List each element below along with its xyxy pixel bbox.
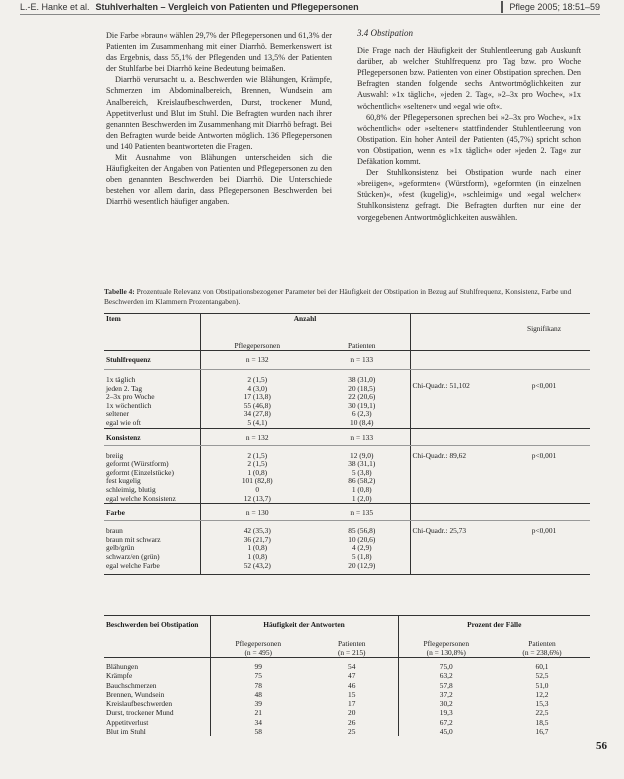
col-header-patient: Patienten — [314, 333, 410, 351]
p-pflege-values — [398, 658, 494, 737]
value-cell: 2 (1,5) — [247, 459, 268, 469]
value-cell: 34 (27,8) — [243, 409, 271, 419]
pflege-values — [200, 445, 314, 504]
value-cell: 55 (46,8) — [243, 400, 271, 410]
item-label: geformt (Einzelstücke) — [106, 467, 174, 477]
patient-values — [314, 370, 410, 429]
pflege-pct-n: (n = 130,8%) — [426, 648, 466, 657]
paragraph: Die Frage nach der Häufigkeit der Stuhlentleerung gab Auskunft darüber, ab welcher Stuhlfrequenz pro Tag bzw. pro Woche Pflegepersonen bzw. Patienten von einer Obstipation sprechen. Den Befragten standen folgende sechs Antwortmöglichkeiten zur Auswahl: »1x täglich«, »jeden 2. Tag«, »2–3x pro Woche«, »1x wöchentlich« »seltener« und »egal wie oft«. — [357, 46, 581, 111]
value-cell: 17 — [348, 699, 356, 709]
pflege-n: (n = 495) — [244, 648, 273, 657]
value-cell: 20 (12,9) — [348, 560, 376, 570]
patient-n: (n = 215) — [337, 648, 366, 657]
right-text-column — [357, 28, 581, 223]
item-label: Blut im Stuhl — [106, 727, 146, 737]
value-cell: 38 (31,1) — [348, 459, 376, 469]
item-label: schleimig, blutig — [106, 484, 156, 494]
group-n-pflege: n = 132 — [200, 428, 314, 445]
value-cell: 75,0 — [439, 662, 453, 671]
value-cell: 5 (4,1) — [247, 417, 268, 427]
patient-values — [314, 445, 410, 504]
value-cell: 4 (2,9) — [351, 543, 372, 553]
cell-empty — [410, 333, 498, 351]
value-cell: 52,5 — [535, 671, 549, 681]
table-obstipation-complaints — [104, 615, 590, 736]
pflege-pct-label: Pflegepersonen — [423, 639, 470, 648]
header-citation: Pflege 2005; 18:51–59 — [509, 2, 600, 12]
item-label: Blähungen — [106, 662, 139, 671]
cell-empty — [104, 333, 200, 351]
p-cell: p<0,001 — [498, 521, 590, 575]
value-cell: 6 (2,3) — [351, 409, 372, 419]
item-label: 1x täglich — [106, 375, 136, 384]
value-cell: 57,8 — [439, 680, 453, 690]
value-cell: 30,2 — [439, 699, 453, 709]
group-n-patient: n = 135 — [314, 504, 410, 521]
table-caption-label: Tabelle 4: — [104, 287, 135, 296]
value-cell: 15,3 — [535, 699, 549, 709]
col-header-anzahl: Anzahl — [200, 314, 410, 334]
test-cell: Chi-Quadr.: 25,73 — [410, 521, 498, 575]
paragraph: Diarrhö verursacht u. a. Beschwerden wie Blähungen, Krämpfe, Schmerzen im Abdominalbereich, Brennen, Wundsein am Analbereich, Kreislaufbeschwerden, Durst, trockener Mund, Appetitverlust und Blut im Stuhl. Die Befragten wurden nach ihrer genannten Beschwerden im Zusammenhang mit Diarrhö befragt. Bei den Befragten wurde beide Antworten möglich. 136 Pflegepersonen und 140 Patienten beantworteten die Fragen. — [106, 75, 332, 151]
value-cell: 1 (2,0) — [351, 493, 372, 503]
value-cell: 1 (0,8) — [351, 484, 372, 494]
paragraph: 60,8% der Pflegepersonen sprechen bei »2–3x pro Woche«, »1x wöchentlich« oder »seltener« stattfindender Stuhlentleerung von Obstipation. Ein hoher Anteil der Patienten (45,7%) spricht schon von Obstipation, wenn es »1x täglich« oder »jeden 2. Tag« zur Defäkation kommt. — [357, 112, 581, 167]
value-cell: 39 — [254, 699, 262, 709]
item-label: 1x wöchentlich — [106, 400, 152, 410]
item-label: seltener — [106, 409, 129, 419]
group-n-pflege: n = 132 — [200, 351, 314, 370]
item-label: braun mit schwarz — [106, 534, 161, 544]
col-header-item: Beschwerden bei Obstipation — [104, 616, 210, 630]
item-label: breiig — [106, 450, 124, 460]
value-cell: 4 (3,0) — [247, 383, 268, 393]
value-cell: 5 (3,8) — [351, 467, 372, 477]
test-cell: Chi-Quadr.: 51,102 — [410, 370, 498, 429]
value-cell: 85 (56,8) — [348, 526, 376, 536]
col-header-empty — [410, 314, 498, 334]
col-header-pflege-pct — [398, 629, 494, 658]
col-header-item: Item — [104, 314, 200, 334]
value-cell: 67,2 — [439, 717, 453, 727]
table-stool-parameters — [104, 313, 590, 575]
value-cell: 46 — [348, 680, 356, 690]
value-cell: 51,0 — [535, 680, 549, 690]
pflege-values — [200, 370, 314, 429]
item-label: Brennen, Wundsein — [106, 689, 165, 699]
item-label: schwarz/en (grün) — [106, 551, 160, 561]
group-title: Farbe — [104, 504, 200, 521]
value-cell: 10 (8,4) — [350, 417, 374, 427]
patient-pct-label: Patienten — [528, 639, 556, 648]
value-cell: 15 — [348, 689, 356, 699]
value-cell: 10 (20,6) — [348, 534, 376, 544]
group-n-patient: n = 133 — [314, 428, 410, 445]
value-cell: 75 — [254, 671, 262, 681]
col-header-prozent: Prozent der Fälle — [398, 616, 590, 630]
value-cell: 20 — [348, 708, 356, 718]
header-title: Stuhlverhalten – Vergleich von Patienten und Pflegepersonen — [95, 2, 359, 12]
value-cell: 0 — [255, 484, 260, 494]
value-cell: 12,2 — [535, 689, 549, 699]
cell-empty — [498, 333, 590, 351]
cell-empty — [498, 351, 590, 370]
value-cell: 18,5 — [535, 717, 549, 727]
running-header — [20, 0, 600, 15]
item-labels — [104, 370, 200, 429]
page-number: 56 — [596, 740, 607, 752]
value-cell: 1 (0,8) — [247, 543, 268, 553]
cell-empty — [410, 351, 498, 370]
test-cell: Chi-Quadr.: 89,62 — [410, 445, 498, 504]
col-header-patient-pct — [494, 629, 590, 658]
value-cell: 78 — [254, 680, 262, 690]
value-cell: 25 — [348, 727, 356, 737]
section-heading: 3.4 Obstipation — [357, 28, 414, 38]
item-label: Appetitverlust — [106, 717, 149, 727]
cell-empty — [410, 428, 498, 445]
value-cell: 26 — [348, 717, 356, 727]
value-cell: 37,2 — [439, 689, 453, 699]
value-cell: 5 (1,8) — [351, 551, 372, 561]
item-label: egal welche Konsistenz — [106, 493, 176, 503]
item-label: Krämpfe — [106, 671, 133, 681]
group-title: Konsistenz — [104, 428, 200, 445]
value-cell: 34 — [254, 717, 262, 727]
left-text-column — [106, 30, 332, 208]
item-label: Kreislaufbeschwerden — [106, 699, 173, 709]
cell-empty — [104, 629, 210, 658]
value-cell: 1 (0,8) — [247, 467, 268, 477]
value-cell: 58 — [254, 727, 262, 737]
patient-values — [314, 521, 410, 575]
header-author: L.-E. Hanke et al. — [20, 2, 90, 12]
value-cell: 54 — [348, 662, 356, 671]
pflege-values — [200, 521, 314, 575]
h-patient-values — [306, 658, 398, 737]
value-cell: 2 (1,5) — [247, 450, 268, 460]
pflege-label: Pflegepersonen — [235, 639, 282, 648]
table-caption-text: Prozentuale Relevanz von Obstipationsbezogener Parameter bei der Häufigkeit der Obstipation in Bezug auf Stuhlfrequenz, Konsistenz, Farbe und Beschwerden im Klammern Prozentangaben). — [104, 287, 572, 306]
value-cell: 47 — [348, 671, 356, 681]
item-labels — [104, 445, 200, 504]
col-header-patient — [306, 629, 398, 658]
group-n-pflege: n = 130 — [200, 504, 314, 521]
cell-empty — [498, 504, 590, 521]
col-header-pflege: Pflegepersonen — [200, 333, 314, 351]
value-cell: 60,1 — [535, 662, 549, 671]
value-cell: 48 — [254, 689, 262, 699]
p-patient-values — [494, 658, 590, 737]
value-cell: 63,2 — [439, 671, 453, 681]
value-cell: 1 (0,8) — [247, 551, 268, 561]
item-label: Bauchschmerzen — [106, 680, 157, 690]
value-cell: 86 (58,2) — [348, 476, 376, 486]
col-header-haeufig: Häufigkeit der Antworten — [210, 616, 398, 630]
item-label: Durst, trockener Mund — [106, 708, 174, 718]
value-cell: 101 (82,8) — [241, 476, 273, 486]
value-cell: 20 (18,5) — [348, 383, 376, 393]
value-cell: 2 (1,5) — [247, 375, 268, 384]
value-cell: 19,3 — [439, 708, 453, 718]
h-pflege-values — [210, 658, 306, 737]
value-cell: 45,0 — [439, 727, 453, 737]
value-cell: 30 (19,1) — [348, 400, 376, 410]
item-label: fest kugelig — [106, 476, 141, 486]
item-label: egal welche Farbe — [106, 560, 160, 570]
col-header-pflege — [210, 629, 306, 658]
paragraph: Mit Ausnahme von Blähungen unterscheiden sich die Häufigkeiten der Angaben von Patienten und Pflegepersonen zu den oben genannten Beschwerden bei Diarrhö. Die Unterschiede bestehen vor allem darin, dass Pflegepersonen Beschwerden bei Diarrhö wesentlich häufiger angaben. — [106, 153, 332, 207]
cell-empty — [498, 428, 590, 445]
item-labels — [104, 658, 210, 737]
item-label: braun — [106, 526, 123, 536]
item-label: egal wie oft — [106, 417, 141, 427]
p-cell: p<0,001 — [531, 450, 557, 460]
value-cell: 21 — [254, 708, 262, 718]
value-cell: 12 (13,7) — [243, 493, 271, 503]
value-cell: 17 (13,8) — [243, 392, 271, 402]
value-cell: 22,5 — [535, 708, 549, 718]
table-caption — [104, 287, 590, 306]
value-cell: 99 — [254, 662, 262, 671]
patient-pct-n: (n = 238,6%) — [522, 648, 562, 657]
group-title: Stuhlfrequenz — [104, 351, 200, 370]
value-cell: 38 (31,0) — [348, 375, 376, 384]
col-header-sig: Signifikanz — [498, 314, 590, 334]
value-cell: 52 (43,2) — [243, 560, 271, 570]
value-cell: 16,7 — [535, 727, 549, 737]
group-n-patient: n = 133 — [314, 351, 410, 370]
item-label: geformt (Würstform) — [106, 459, 169, 469]
patient-label: Patienten — [337, 639, 366, 648]
value-cell: 42 (35,3) — [243, 526, 271, 536]
value-cell: 22 (20,6) — [348, 392, 376, 402]
header-divider — [501, 1, 503, 13]
item-label: 2–3x pro Woche — [106, 392, 155, 402]
value-cell: 36 (21,7) — [243, 534, 271, 544]
item-label: gelb/grün — [106, 543, 135, 553]
paragraph: Der Stuhlkonsistenz bei Obstipation wurde nach einer »breiigen«, »geformten« (Würstform), »geformten (in einzelnen Stücken)«, »fest (kugelig)«, »schleimig« und »egal welcher« Stuhlkonsistenz gefragt. Die Befragten durften nur eine der vorgegebenen Antwortmöglichkeiten auswählen. — [357, 168, 581, 222]
item-label: jeden 2. Tag — [106, 383, 143, 393]
item-labels — [104, 521, 200, 575]
paragraph: Die Farbe »braun« wählen 29,7% der Pflegepersonen und 61,3% der Patienten im Zusammenhang mit einer Diarrhö. Bemerkenswert ist das Ergebnis, dass 55,1% der Pflegenden und 13,5% der Patienten der Stuhlfarbe bei Diarrhö keine Bedeutung beimaßen. — [106, 31, 332, 74]
cell-empty — [410, 504, 498, 521]
value-cell: 12 (9,0) — [350, 450, 374, 460]
p-cell: p<0,001 — [531, 381, 557, 390]
